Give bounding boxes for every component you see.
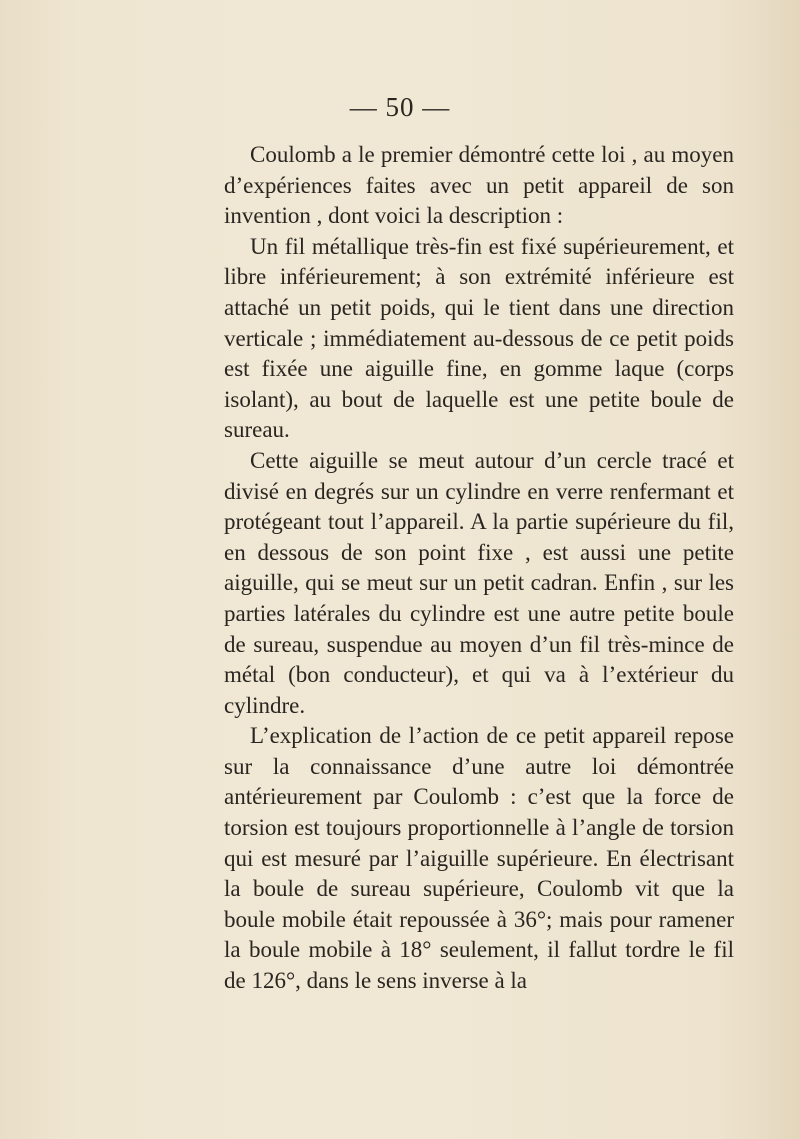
paragraph-4: L’explication de l’action de ce petit appareil repose sur la connaissance d’une autre loi démontrée antérieurement par Coulomb : c’est que la force de torsion est toujours proportionnelle à l’angle de torsion qui est mesuré par l’aiguille supérieure. En électrisant la boule de sureau supérieure, Coulomb vit que la boule mobile était repoussée à 36°; mais pour ramener la boule mobile à 18° seulement, il fallut tordre le fil de 126°, dans le sens inverse à la <box>224 723 734 994</box>
body-text <box>224 140 734 997</box>
paragraph-3: Cette aiguille se meut autour d’un cercle tracé et divisé en degrés sur un cylindre en verre renfermant et protégeant tout l’appareil. A la partie supérieure du fil, en dessous de son point fixe , est aussi une petite aiguille, qui se meut sur un petit cadran. Enfin , sur les parties latérales du cylindre est une autre petite boule de sureau, suspendue au moyen d’un fil très-mince de métal (bon conducteur), et qui va à l’extérieur du cylindre. <box>224 447 734 718</box>
paragraph-2: Un fil métallique très-fin est fixé supérieurement, et libre inférieurement; à son extrémité inférieure est attaché un petit poids, qui le tient dans une direction verticale ; immédiatement au-dessous de ce petit poids est fixée une aiguille fine, en gomme laque (corps isolant), au bout de laquelle est une petite boule de sureau. <box>224 233 734 443</box>
page-number-header: — 50 — <box>349 92 451 122</box>
paragraph-1: Coulomb a le premier démontré cette loi , au moyen d’expériences faites avec un petit appareil de son invention , dont voici la description : <box>224 142 734 229</box>
